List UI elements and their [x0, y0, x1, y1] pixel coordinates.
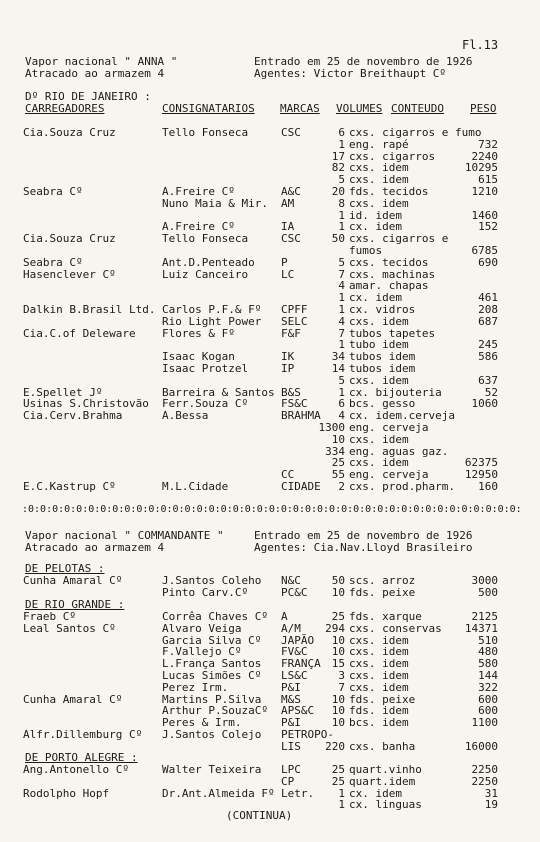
cell-peso: 152 [478, 220, 498, 234]
cell-volumes: 10 [331, 645, 345, 659]
cell-volumes: 6 [338, 126, 345, 139]
cell-consignatario: A.Freire Cº [162, 220, 235, 234]
cell-conteudo: bcs. gesso [349, 397, 416, 411]
cell-volumes: 10 [331, 432, 345, 446]
cell-conteudo: tubos idem [349, 362, 416, 375]
cell-carregador: E.C.Kastrup Cº [23, 480, 116, 493]
agents: Agentes: Cia.Nav.Lloyd Brasileiro [254, 541, 473, 554]
cell-peso: 586 [478, 350, 498, 364]
header-consignatarios: CONSIGNATARIOS [162, 102, 255, 115]
cell-peso: 19 [484, 798, 498, 812]
cell-marca: A/M [281, 621, 301, 635]
cell-marca: APS&C [281, 704, 315, 718]
cell-conteudo: id. idem [349, 208, 402, 222]
cell-peso: 1210 [471, 185, 498, 198]
cell-consignatario: J.Santos Colejo [162, 728, 262, 741]
cell-consignatario: Isaac Protzel [162, 362, 249, 375]
arrival-date: Entrado em 25 de novembro de 1926 [254, 55, 473, 68]
cell-volumes: 17 [331, 149, 345, 163]
cell-marca: CPFF [281, 303, 308, 316]
cell-volumes: 4 [338, 279, 345, 293]
cell-marca: AM [281, 196, 295, 210]
cell-peso: 732 [478, 137, 498, 151]
cell-peso: 16000 [464, 739, 498, 753]
cell-consignatario: Lucas Simões Cº [162, 669, 262, 682]
cell-conteudo: eng. cerveja [349, 421, 429, 434]
cell-volumes: 10 [331, 692, 345, 706]
cell-volumes: 1 [338, 786, 345, 800]
cell-carregador: Cunha Amaral Cº [23, 574, 123, 587]
cell-marca: P&I [281, 716, 301, 730]
origin-heading: Dº RIO DE JANEIRO : [25, 90, 151, 103]
cell-conteudo: tubos tapetes [349, 326, 436, 340]
cell-peso: 461 [478, 291, 498, 305]
cell-conteudo: eng. cerveja [349, 468, 429, 482]
cell-conteudo: cx. bijouteria [349, 385, 442, 399]
cell-carregador: Dalkin B.Brasil Ltd. [23, 303, 156, 316]
cell-peso: 1460 [471, 208, 498, 222]
cell-conteudo: cxs. idem [349, 456, 409, 470]
header-volumes: VOLUMES [336, 102, 383, 115]
header-conteudo: CONTEUDO [391, 102, 444, 115]
cell-peso: 690 [478, 255, 498, 269]
cell-marca: FRANÇA [281, 657, 321, 671]
cell-consignatario: L.França Santos [162, 657, 262, 671]
cell-carregador: Cia.Cerv.Brahma [23, 409, 123, 423]
cell-peso: 52 [484, 385, 498, 399]
cell-consignatario: J.Santos Coleho [162, 574, 262, 587]
cell-consignatario: Garcia Silva Cº [162, 633, 262, 647]
header-peso: PESO [470, 102, 497, 115]
cell-volumes: 25 [331, 456, 345, 470]
cell-consignatario: Flores & Fº [162, 326, 235, 340]
cell-volumes: 55 [331, 468, 345, 482]
ship-name: Vapor nacional " ANNA " [25, 55, 178, 68]
cell-marca: LPC [281, 763, 301, 776]
cell-consignatario: Peres & Irm. [162, 716, 242, 730]
cell-conteudo: tubo idem [349, 338, 409, 352]
cell-conteudo: quart.idem [349, 774, 416, 788]
cell-conteudo: cxs. cigarros e fumo [349, 126, 482, 139]
cell-conteudo: cx. idem [349, 786, 402, 800]
cell-carregador: Cia.Souza Cruz [23, 126, 116, 139]
cell-volumes: 5 [338, 255, 345, 269]
cell-volumes: 1 [338, 385, 345, 399]
cell-consignatario: Walter Teixeira [162, 763, 262, 776]
cell-conteudo: cxs. idem [349, 161, 409, 175]
cell-volumes: 3 [338, 669, 345, 682]
header-marcas: MARCAS [280, 102, 320, 115]
cell-marca: FV&C [281, 645, 308, 659]
cell-conteudo: cxs. cigarros [349, 149, 436, 163]
cell-peso: 2125 [471, 610, 498, 623]
cell-conteudo: cxs. idem [349, 173, 409, 187]
cell-consignatario: Nuno Maia & Mir. [162, 196, 268, 210]
cell-carregador: Hasenclever Cº [23, 267, 116, 281]
cell-conteudo: bcs. idem [349, 716, 409, 730]
cell-peso: 1060 [471, 397, 498, 411]
cell-conteudo: cx. idem [349, 291, 402, 305]
cell-marca: PC&C [281, 585, 308, 599]
cell-consignatario: Alvaro Veiga [162, 621, 242, 635]
cell-marca: B&S [281, 385, 301, 399]
cell-volumes: 8 [338, 196, 345, 210]
cell-volumes: 1 [338, 338, 345, 352]
cell-conteudo: cx. linguas [349, 798, 422, 812]
cell-volumes: 10 [331, 633, 345, 647]
cell-conteudo: cx. idem [349, 220, 402, 234]
cell-peso: 500 [478, 585, 498, 599]
cell-marca: A [281, 610, 288, 623]
cell-volumes: 50 [331, 574, 345, 587]
cell-consignatario: Perez Irm. [162, 680, 229, 694]
cell-carregador: Rodolpho Hopf [23, 786, 110, 800]
cell-consignatario: Martins P.Silva [162, 692, 262, 706]
ship-name: Vapor nacional " COMMANDANTE " [25, 529, 224, 542]
cell-carregador: Alfr.Dillemburg Cº [23, 728, 143, 741]
cell-consignatario: Pinto Carv.Cº [162, 585, 249, 599]
cell-conteudo: eng. aguas gaz. [349, 444, 449, 458]
cell-peso: 1100 [471, 716, 498, 730]
cell-marca: LS&C [281, 669, 308, 682]
cell-conteudo: tubos idem [349, 350, 416, 364]
cell-carregador: Seabra Cº [23, 255, 83, 269]
cell-peso: 2250 [471, 774, 498, 788]
cell-conteudo: scs. arroz [349, 574, 416, 587]
berth: Atracado ao armazem 4 [25, 67, 165, 80]
cell-conteudo: cxs. prod.pharm. [349, 480, 455, 493]
cell-conteudo: cxs. idem [349, 669, 409, 682]
cell-volumes: 7 [338, 267, 345, 281]
cell-peso: 12950 [464, 468, 498, 482]
continued-note: (CONTINUA) [226, 809, 293, 822]
cell-marca: LC [281, 267, 295, 281]
cell-volumes: 294 [325, 621, 345, 635]
cell-volumes: 1 [338, 208, 345, 222]
cell-volumes: 1 [338, 137, 345, 151]
cell-marca: BRAHMA [281, 409, 321, 423]
cell-marca: JAPÃO [281, 633, 315, 647]
cell-volumes: 1300 [318, 421, 345, 434]
cell-conteudo: fds. peixe [349, 692, 416, 706]
cell-marca: M&S [281, 692, 301, 706]
cell-conteudo: cxs. idem [349, 680, 409, 694]
cell-carregador: Fraeb Cº [23, 610, 76, 623]
cell-volumes: 82 [331, 161, 345, 175]
cell-marca: FS&C [281, 397, 308, 411]
cell-conteudo: cxs. conservas [349, 621, 442, 635]
cell-conteudo: fumos [349, 244, 383, 257]
agents: Agentes: Victor Breithaupt Cº [254, 67, 447, 80]
cell-marca: P [281, 255, 288, 269]
cell-conteudo: cxs. idem [349, 196, 409, 210]
cell-peso: 580 [478, 657, 498, 671]
cell-carregador: Ang.Antonello Cº [23, 763, 129, 776]
cell-peso: 480 [478, 645, 498, 659]
cell-peso: 160 [478, 480, 498, 493]
cell-conteudo: fds. idem [349, 704, 409, 718]
cell-conteudo: cxs. idem [349, 432, 409, 446]
cell-peso: 14371 [464, 621, 498, 635]
cell-consignatario: Carlos P.F.& Fº [162, 303, 262, 316]
cell-peso: 2250 [471, 763, 498, 776]
cell-volumes: 7 [338, 680, 345, 694]
cell-volumes: 25 [331, 774, 345, 788]
cell-carregador: E.Spellet Jº [23, 385, 103, 399]
cell-conteudo: cxs. idem [349, 314, 409, 328]
cell-volumes: 15 [331, 657, 345, 671]
cell-volumes: 4 [338, 314, 345, 328]
cell-peso: 637 [478, 373, 498, 387]
cell-conteudo: cxs. idem [349, 633, 409, 647]
cell-carregador: Leal Santos Cº [23, 621, 116, 635]
cell-conteudo: cx. vidros [349, 303, 416, 316]
cell-conteudo: cxs. cigarros e [349, 232, 449, 246]
cell-marca: Letr. [281, 786, 315, 800]
cell-carregador: Cia.C.of Deleware [23, 326, 136, 340]
berth: Atracado ao armazem 4 [25, 541, 165, 554]
cell-volumes: 1 [338, 798, 345, 812]
cell-volumes: 25 [331, 763, 345, 776]
cell-conteudo: cx. idem.cerveja [349, 409, 455, 423]
cell-peso: 687 [478, 314, 498, 328]
cell-volumes: 5 [338, 373, 345, 387]
cell-peso: 322 [478, 680, 498, 694]
cell-consignatario: Barreira & Santos [162, 385, 275, 399]
cell-marca: CSC [281, 232, 301, 246]
cell-marca: F&F [281, 326, 301, 340]
cell-peso: 615 [478, 173, 498, 187]
cell-conteudo: fds. peixe [349, 585, 416, 599]
cell-marca: PETROPO- [281, 728, 334, 741]
cell-volumes: 4 [338, 409, 345, 423]
cell-marca: P&I [281, 680, 301, 694]
cell-peso: 6785 [471, 244, 498, 257]
folio-number: Fl.13 [462, 38, 499, 52]
cell-peso: 600 [478, 704, 498, 718]
cell-marca: IA [281, 220, 295, 234]
cell-conteudo: fds. xarque [349, 610, 422, 623]
cell-marca: CP [281, 774, 295, 788]
cell-marca: LIS [281, 739, 301, 753]
cell-conteudo: cxs. idem [349, 645, 409, 659]
cell-peso: 10295 [464, 161, 498, 175]
cell-consignatario: M.L.Cidade [162, 480, 229, 493]
cell-marca: SELC [281, 314, 308, 328]
cell-conteudo: eng. rapé [349, 137, 409, 151]
cell-marca: IP [281, 362, 295, 375]
cell-volumes: 34 [331, 350, 345, 364]
cell-volumes: 1 [338, 303, 345, 316]
cell-volumes: 2 [338, 480, 345, 493]
cell-conteudo: cxs. machinas [349, 267, 436, 281]
cell-consignatario: Tello Fonseca [162, 126, 249, 139]
cell-volumes: 14 [331, 362, 345, 375]
cell-consignatario: F.Vallejo Cº [162, 645, 242, 659]
cell-conteudo: cxs. idem [349, 373, 409, 387]
cell-volumes: 10 [331, 585, 345, 599]
cell-volumes: 10 [331, 704, 345, 718]
cell-consignatario: Luiz Canceiro [162, 267, 249, 281]
cell-carregador: Cia.Souza Cruz [23, 232, 116, 246]
cell-carregador: Cunha Amaral Cº [23, 692, 123, 706]
cell-volumes: 6 [338, 397, 345, 411]
cell-marca: N&C [281, 574, 301, 587]
origin-heading-pelotas: DE PELOTAS : [25, 562, 105, 575]
cell-marca: CSC [281, 126, 301, 139]
cell-consignatario: Tello Fonseca [162, 232, 249, 246]
cell-consignatario: A.Bessa [162, 409, 209, 423]
cell-volumes: 25 [331, 610, 345, 623]
cell-volumes: 20 [331, 185, 345, 198]
cell-consignatario: Arthur P.SouzaCº [162, 704, 268, 718]
cell-conteudo: quart.vinho [349, 763, 422, 776]
cell-peso: 62375 [464, 456, 498, 470]
cell-peso: 2240 [471, 149, 498, 163]
cell-peso: 31 [484, 786, 498, 800]
cell-conteudo: fds. tecidos [349, 185, 429, 198]
cell-volumes: 5 [338, 173, 345, 187]
cell-conteudo: cxs. banha [349, 739, 416, 753]
cell-consignatario: Dr.Ant.Almeida Fº [162, 786, 275, 800]
cell-conteudo: amar. chapas [349, 279, 429, 293]
cell-volumes: 334 [325, 444, 345, 458]
cell-consignatario: Ferr.Souza Cº [162, 397, 249, 411]
arrival-date: Entrado em 25 de novembro de 1926 [254, 529, 473, 542]
cell-carregador: Usinas S.Christovão [23, 397, 149, 411]
cell-consignatario: Rio Light Power [162, 314, 262, 328]
cell-peso: 3000 [471, 574, 498, 587]
cell-peso: 600 [478, 692, 498, 706]
cell-carregador: Seabra Cº [23, 185, 83, 198]
cell-consignatario: Ant.D.Penteado [162, 255, 255, 269]
cell-peso: 510 [478, 633, 498, 647]
cell-volumes: 1 [338, 220, 345, 234]
cell-consignatario: Corrêa Chaves Cº [162, 610, 268, 623]
cell-peso: 144 [478, 669, 498, 682]
header-carregadores: CARREGADORES [25, 102, 105, 115]
cell-peso: 245 [478, 338, 498, 352]
cell-volumes: 1 [338, 291, 345, 305]
cell-marca: IK [281, 350, 295, 364]
cell-consignatario: A.Freire Cº [162, 185, 235, 198]
cell-marca: CC [281, 468, 295, 482]
cell-marca: CIDADE [281, 480, 321, 493]
cell-conteudo: cxs. idem [349, 657, 409, 671]
section-separator: :0:0:0:0:0:0:0:0:0:0:0:0:0:0:0:0:0:0:0:0:0:0:0:0:0:0:0:0:0:0:0:0:0:0:0:0:0:0:0:0:0: [22, 504, 522, 515]
cell-volumes: 7 [338, 326, 345, 340]
cell-volumes: 10 [331, 716, 345, 730]
cell-volumes: 50 [331, 232, 345, 246]
cell-marca: A&C [281, 185, 301, 198]
cell-conteudo: cxs. tecidos [349, 255, 429, 269]
cell-peso: 208 [478, 303, 498, 316]
cell-volumes: 220 [325, 739, 345, 753]
origin-heading-porto-alegre: DE PORTO ALEGRE : [25, 751, 138, 764]
cell-consignatario: Isaac Kogan [162, 350, 235, 364]
origin-heading-rio-grande: DE RIO GRANDE : [25, 598, 125, 611]
